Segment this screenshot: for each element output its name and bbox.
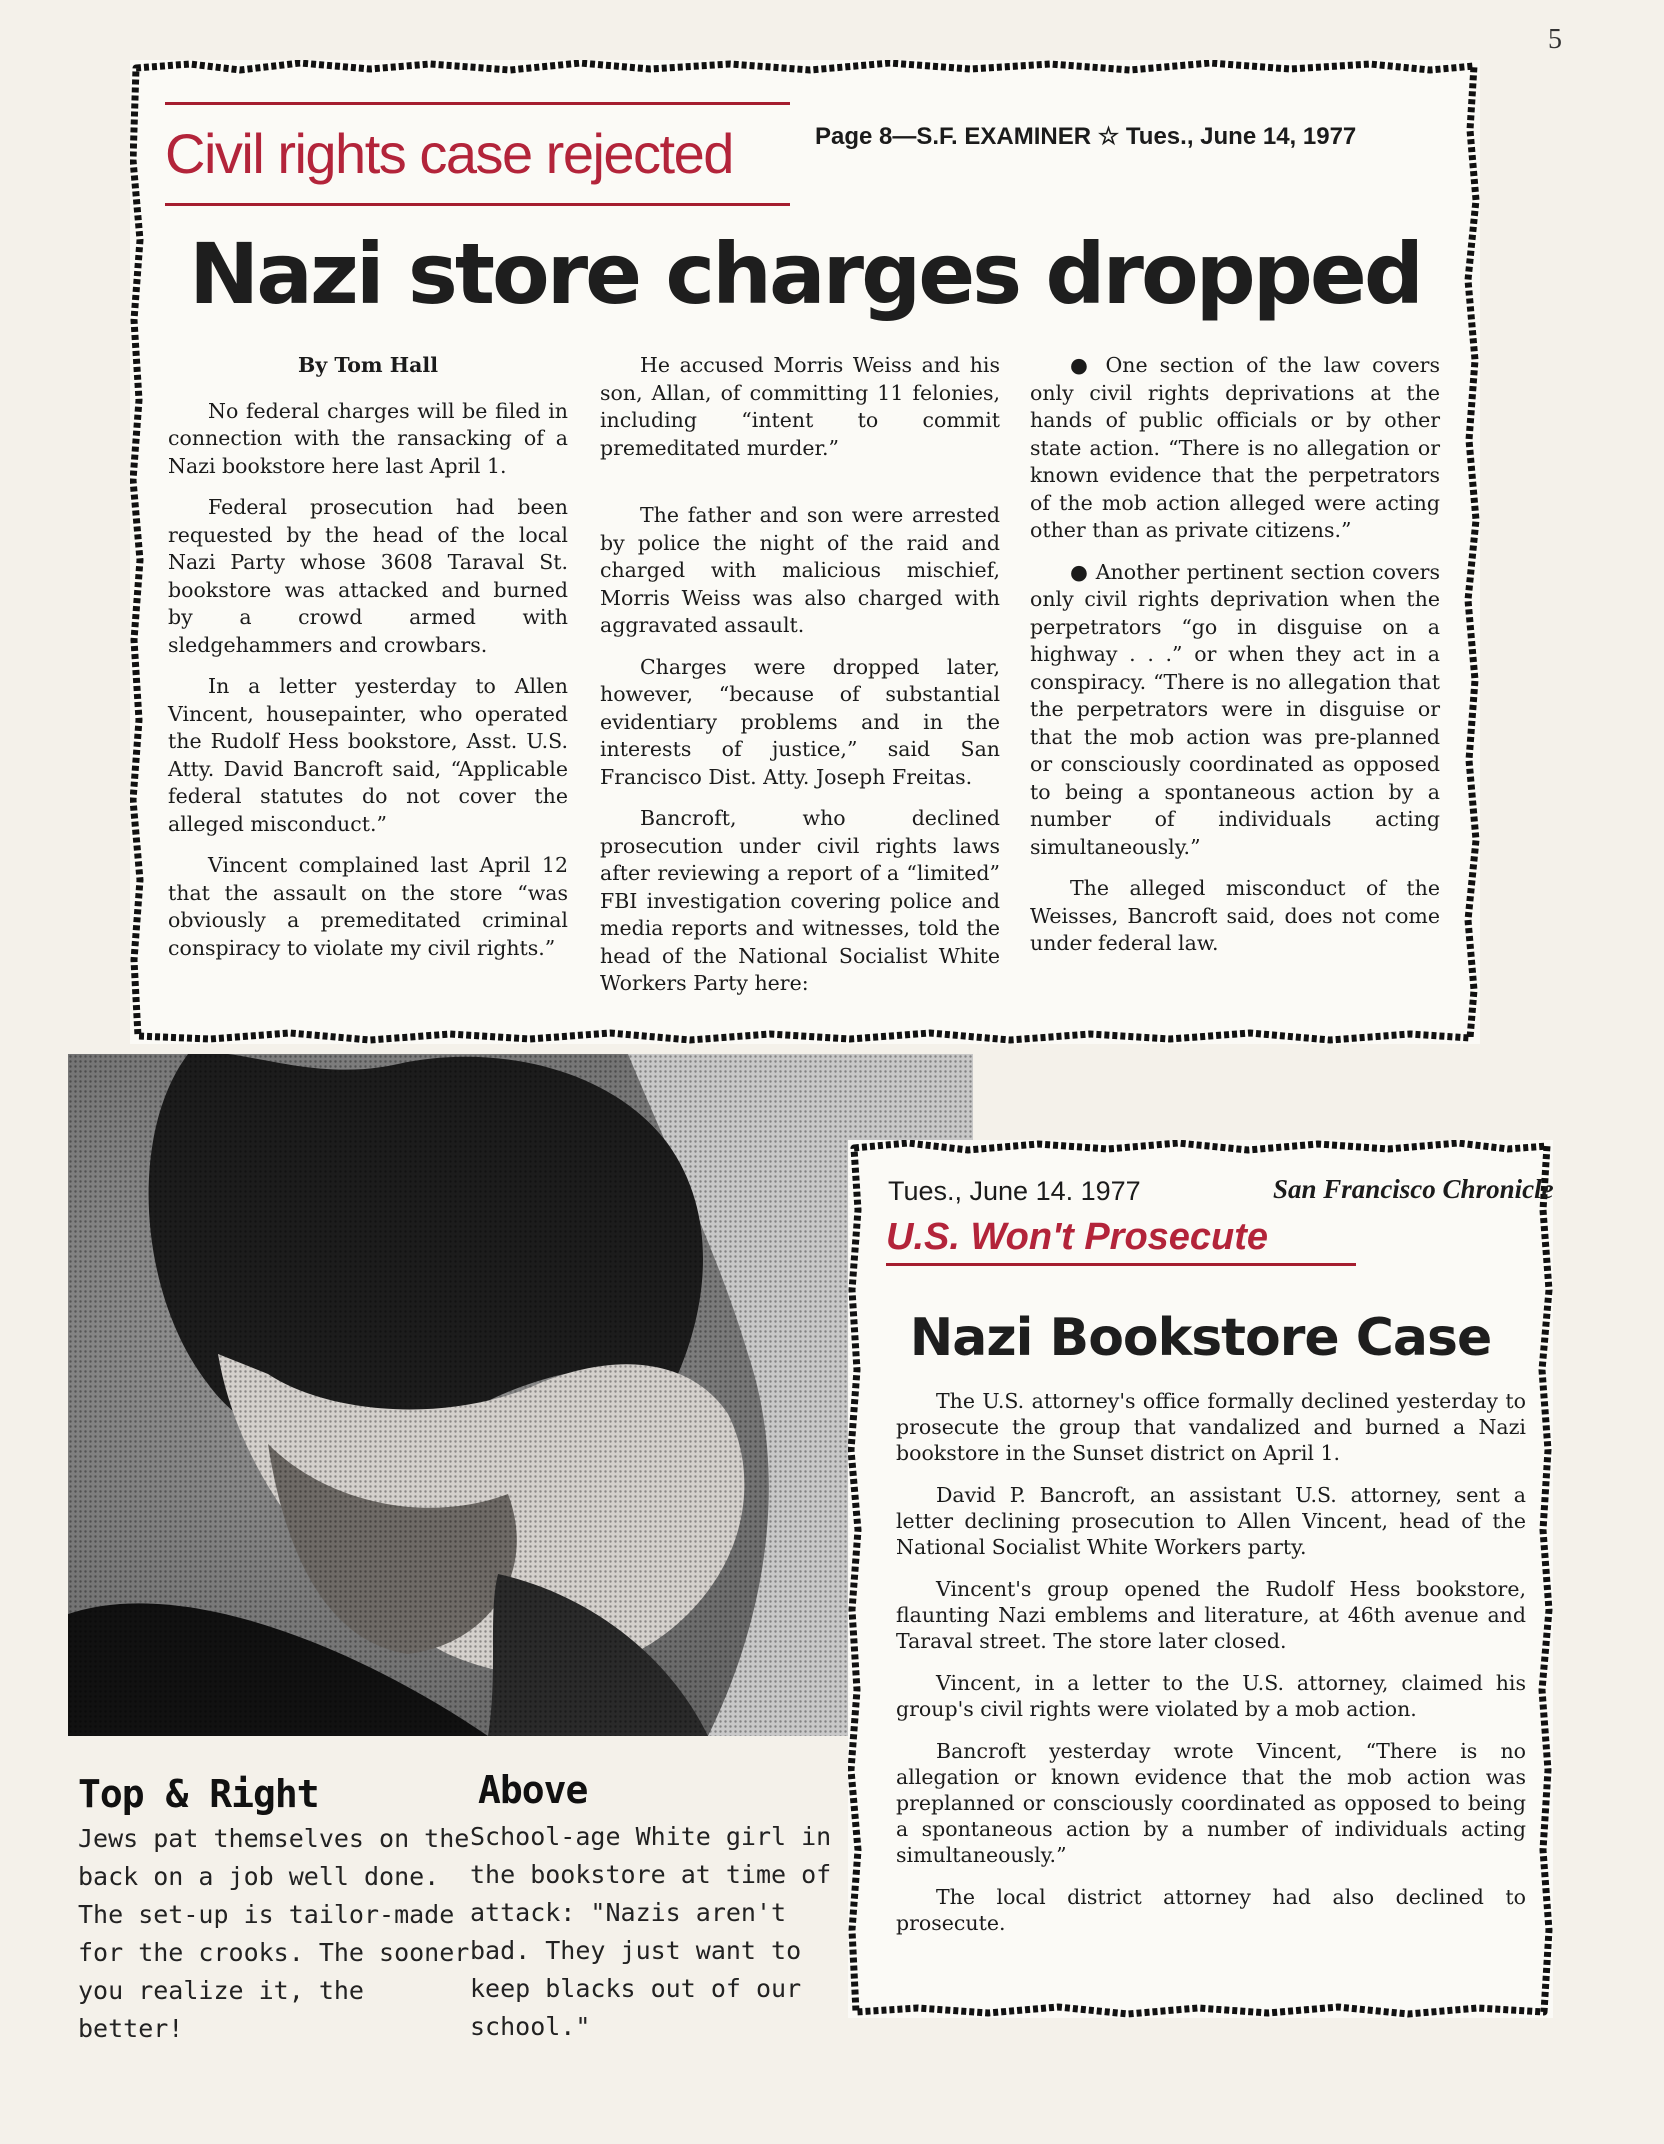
caption-right-text: School-age White girl in the bookstore at time of attack: "Nazis aren't bad. They just want to keep blacks out of our school." bbox=[470, 1822, 832, 2041]
chronicle-headline: Nazi Bookstore Case bbox=[909, 1308, 1492, 1368]
chronicle-article bbox=[896, 1388, 1526, 1952]
paragraph: The U.S. attorney's office formally declined yesterday to prosecute the group that vandalized and burned a Nazi bookstore in the Sunset district on April 1. bbox=[896, 1389, 1526, 1465]
paragraph: Bancroft yesterday wrote Vincent, “There is no allegation or known evidence that the mob action was preplanned or consciously coordinated as opposed to being a spontaneous action by a number of individuals acting simultaneously.” bbox=[896, 1739, 1526, 1867]
paragraph: Vincent, in a letter to the U.S. attorney, claimed his group's civil rights were violated by a mob action. bbox=[896, 1671, 1526, 1721]
examiner-clipping bbox=[130, 60, 1480, 1044]
headline: Nazi store charges dropped bbox=[188, 225, 1422, 323]
paragraph: Federal prosecution had been requested by the head of the local Nazi Party whose 3608 Taraval St. bookstore was attacked and burned by a crowd armed with sledgehammers and crowbars. bbox=[168, 495, 568, 657]
paragraph: Vincent complained last April 12 that the assault on the store “was obviously a premeditated criminal conspiracy to violate my civil rights.” bbox=[168, 853, 568, 960]
paragraph: The local district attorney had also declined to prosecute. bbox=[896, 1885, 1526, 1935]
paragraph: He accused Morris Weiss and his son, Allan, of committing 11 felonies, including “intent to commit premeditated murder.” bbox=[600, 353, 1000, 460]
page-number: 5 bbox=[1548, 24, 1562, 55]
chronicle-date: Tues., June 14. 1977 bbox=[888, 1176, 1141, 1206]
photo-girl bbox=[68, 1054, 973, 1736]
article-column-3 bbox=[1030, 352, 1440, 972]
article-column-2 bbox=[600, 352, 1000, 1012]
paragraph: ● One section of the law covers only civil rights deprivations at the hands of public officials or by other state action. “There is no allegation or known evidence that the perpetrators of the mob action alleged were acting other than as private citizens.” bbox=[1030, 353, 1440, 542]
paragraph: David P. Bancroft, an assistant U.S. attorney, sent a letter declining prosecution to Allen Vincent, head of the National Socialist White Workers party. bbox=[896, 1483, 1526, 1559]
section-head: Civil rights case rejected bbox=[165, 102, 790, 206]
chronicle-clipping bbox=[848, 1140, 1553, 2018]
paragraph: The alleged misconduct of the Weisses, Bancroft said, does not come under federal law. bbox=[1030, 876, 1440, 955]
paragraph: In a letter yesterday to Allen Vincent, housepainter, who operated the Rudolf Hess bookstore, Asst. U.S. Atty. David Bancroft said, “Applicable federal statutes do not cover the alleged misconduct.” bbox=[168, 674, 568, 836]
caption-left-text: Jews pat themselves on the back on a job well done. The set-up is tailor-made for the crooks. The sooner you realize it, the better! bbox=[78, 1824, 470, 2043]
byline: By Tom Hall bbox=[297, 353, 438, 377]
article-column-1 bbox=[168, 352, 568, 976]
paragraph: The father and son were arrested by police the night of the raid and charged with malicious mischief, Morris Weiss was also charged with aggravated assault. bbox=[600, 503, 1000, 637]
caption-left-title: Top & Right bbox=[78, 1772, 319, 1816]
paragraph: Charges were dropped later, however, “because of substantial evidentiary problems and in the interests of justice,” said San Francisco Dist. Atty. Joseph Freitas. bbox=[600, 654, 1000, 789]
halftone-photo bbox=[68, 1054, 973, 1736]
paragraph: Vincent's group opened the Rudolf Hess bookstore, flaunting Nazi emblems and literature, at 46th avenue and Taraval street. The store later closed. bbox=[896, 1577, 1526, 1653]
paper-dateline: Page 8—S.F. EXAMINER ☆ Tues., June 14, 1977 bbox=[815, 123, 1357, 150]
paragraph: Bancroft, who declined prosecution under civil rights laws after reviewing a report of a “limited” FBI investigation covering police and media reports and witnesses, told the head of the National Socialist White Workers Party here: bbox=[600, 806, 1000, 995]
paragraph: No federal charges will be filed in connection with the ransacking of a Nazi bookstore here last April 1. bbox=[168, 398, 568, 478]
paragraph: ● Another pertinent section covers only civil rights deprivation when the perpetrators “go in disguise on a highway . . .” or when they act in a conspiracy. “There is no allegation that the perpetrators were in disguise or that the mob action was pre-planned or consciously coordinated as opposed to being a spontaneous action by a number of individuals acting simultaneously.” bbox=[1030, 559, 1440, 859]
caption-right-title: Above bbox=[478, 1768, 588, 1812]
chronicle-masthead: San Francisco Chronicle bbox=[1273, 1174, 1554, 1204]
chronicle-kicker: U.S. Won't Prosecute bbox=[886, 1216, 1356, 1266]
